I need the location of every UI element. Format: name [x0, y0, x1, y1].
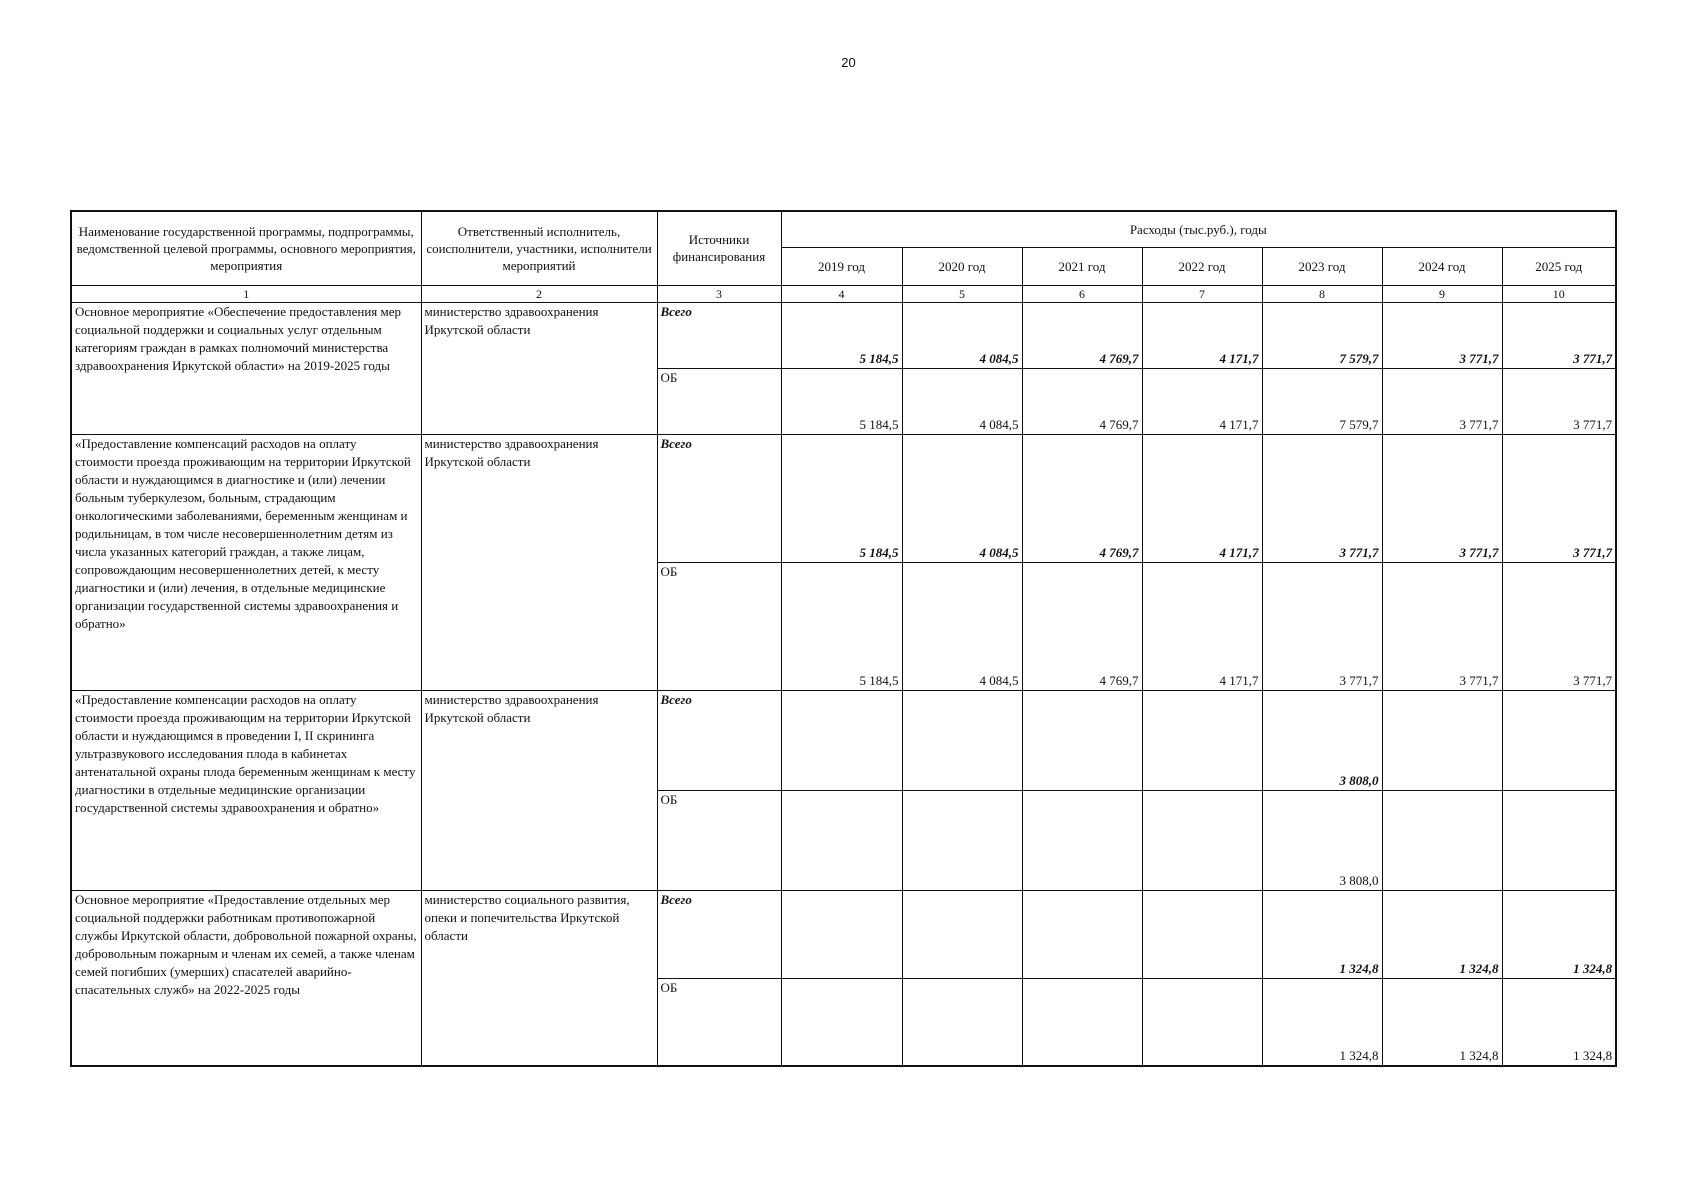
table-row [71, 434, 1616, 562]
column-number: 6 [1022, 285, 1142, 302]
amount-total: 5 184,5 [781, 434, 902, 562]
amount-total: 7 579,7 [1262, 302, 1382, 368]
amount-ob: 3 771,7 [1262, 562, 1382, 690]
header-source: Источники финансирования [657, 211, 781, 285]
executor: министерство социального развития, опеки и попечительства Иркутской области [421, 890, 657, 1066]
amount-total [1382, 690, 1502, 790]
activity-name: Основное мероприятие «Предоставление отдельных мер социальной поддержки работникам противопожарной службы Иркутской области, добровольной пожарной охраны, добровольным пожарным и членам их семей, а также членам семей погибших (умерших) спасателей аварийно-спасательных служб» на 2022-2025 годы [71, 890, 421, 1066]
amount-ob: 3 771,7 [1502, 562, 1616, 690]
header-year: 2022 год [1142, 247, 1262, 285]
source-ob: ОБ [657, 790, 781, 890]
source-ob: ОБ [657, 562, 781, 690]
activity-name: «Предоставление компенсации расходов на оплату стоимости проезда проживающим на территории Иркутской области и нуждающимся в проведении I, II скрининга ультразвукового исследования плода в кабинетах антенатальной охраны плода беременным женщинам к месту диагностики в отдельные медицинские организации государственной системы здравоохранения и обратно» [71, 690, 421, 890]
amount-ob: 3 771,7 [1382, 368, 1502, 434]
amount-total: 3 771,7 [1502, 434, 1616, 562]
amount-ob [1382, 790, 1502, 890]
amount-total: 3 771,7 [1382, 434, 1502, 562]
column-number: 2 [421, 285, 657, 302]
header-year: 2024 год [1382, 247, 1502, 285]
amount-total: 3 771,7 [1502, 302, 1616, 368]
amount-ob [902, 790, 1022, 890]
amount-ob [781, 790, 902, 890]
header-year: 2020 год [902, 247, 1022, 285]
source-total: Всего [657, 434, 781, 562]
amount-ob: 5 184,5 [781, 368, 902, 434]
executor: министерство здравоохранения Иркутской области [421, 434, 657, 690]
source-ob: ОБ [657, 978, 781, 1066]
amount-total [1142, 690, 1262, 790]
amount-ob [781, 978, 902, 1066]
amount-ob [902, 978, 1022, 1066]
source-total: Всего [657, 302, 781, 368]
amount-total [1022, 890, 1142, 978]
column-number: 1 [71, 285, 421, 302]
executor: министерство здравоохранения Иркутской области [421, 690, 657, 890]
amount-total [1142, 890, 1262, 978]
amount-total: 1 324,8 [1502, 890, 1616, 978]
amount-ob: 7 579,7 [1262, 368, 1382, 434]
amount-total: 4 171,7 [1142, 434, 1262, 562]
budget-table [70, 210, 1617, 1067]
activity-name: «Предоставление компенсаций расходов на оплату стоимости проезда проживающим на территории Иркутской области и нуждающимся в диагностике и (или) лечении больным туберкулезом, больным, страдающим онкологическими заболеваниями, беременным женщинам и родильницам, в том числе несовершеннолетним детям из числа указанных категорий граждан, а также лицам, сопровождающим несовершеннолетних детей, к месту диагностики и (или) лечения, в отдельные медицинские организации государственной системы здравоохранения и обратно» [71, 434, 421, 690]
column-number: 8 [1262, 285, 1382, 302]
amount-total [781, 690, 902, 790]
amount-total: 3 771,7 [1382, 302, 1502, 368]
amount-ob [1502, 790, 1616, 890]
amount-total: 1 324,8 [1382, 890, 1502, 978]
column-number: 7 [1142, 285, 1262, 302]
amount-ob: 4 171,7 [1142, 562, 1262, 690]
table-row [71, 302, 1616, 368]
amount-ob: 1 324,8 [1502, 978, 1616, 1066]
activity-name: Основное мероприятие «Обеспечение предоставления мер социальной поддержки и социальных услуг отдельным категориям граждан в рамках полномочий министерства здравоохранения Иркутской области» на 2019-2025 годы [71, 302, 421, 434]
amount-ob [1022, 790, 1142, 890]
amount-total: 4 769,7 [1022, 434, 1142, 562]
amount-total: 5 184,5 [781, 302, 902, 368]
amount-total: 4 171,7 [1142, 302, 1262, 368]
header-year: 2025 год [1502, 247, 1616, 285]
table-row [71, 690, 1616, 790]
column-number: 9 [1382, 285, 1502, 302]
amount-total [1022, 690, 1142, 790]
table-body [71, 302, 1616, 1066]
column-number: 10 [1502, 285, 1616, 302]
header-year: 2023 год [1262, 247, 1382, 285]
amount-ob: 1 324,8 [1382, 978, 1502, 1066]
amount-ob: 4 084,5 [902, 562, 1022, 690]
amount-total [902, 690, 1022, 790]
amount-total [781, 890, 902, 978]
executor: министерство здравоохранения Иркутской области [421, 302, 657, 434]
page-number: 20 [841, 55, 856, 70]
amount-ob: 4 171,7 [1142, 368, 1262, 434]
amount-ob: 3 808,0 [1262, 790, 1382, 890]
header-expenses: Расходы (тыс.руб.), годы [781, 211, 1616, 247]
source-total: Всего [657, 690, 781, 790]
source-total: Всего [657, 890, 781, 978]
amount-total [902, 890, 1022, 978]
header-name: Наименование государственной программы, подпрограммы, ведомственной целевой программы, основного мероприятия, мероприятия [71, 211, 421, 285]
header-year: 2019 год [781, 247, 902, 285]
amount-ob [1142, 790, 1262, 890]
amount-ob: 4 769,7 [1022, 562, 1142, 690]
amount-ob: 1 324,8 [1262, 978, 1382, 1066]
amount-ob: 4 084,5 [902, 368, 1022, 434]
header-executor: Ответственный исполнитель, соисполнители, участники, исполнители мероприятий [421, 211, 657, 285]
table-row [71, 890, 1616, 978]
amount-ob [1142, 978, 1262, 1066]
amount-ob: 3 771,7 [1502, 368, 1616, 434]
amount-total: 3 808,0 [1262, 690, 1382, 790]
amount-total: 1 324,8 [1262, 890, 1382, 978]
header-year: 2021 год [1022, 247, 1142, 285]
source-ob: ОБ [657, 368, 781, 434]
amount-ob: 4 769,7 [1022, 368, 1142, 434]
amount-total: 4 084,5 [902, 302, 1022, 368]
amount-ob [1022, 978, 1142, 1066]
column-number: 5 [902, 285, 1022, 302]
amount-total: 3 771,7 [1262, 434, 1382, 562]
column-number: 4 [781, 285, 902, 302]
amount-ob: 5 184,5 [781, 562, 902, 690]
amount-ob: 3 771,7 [1382, 562, 1502, 690]
column-number: 3 [657, 285, 781, 302]
amount-total: 4 084,5 [902, 434, 1022, 562]
amount-total: 4 769,7 [1022, 302, 1142, 368]
amount-total [1502, 690, 1616, 790]
